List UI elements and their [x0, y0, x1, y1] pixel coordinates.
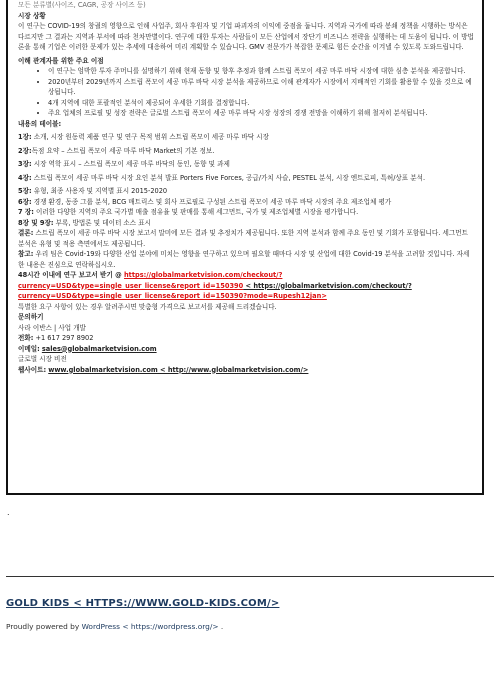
get-report — [18, 270, 474, 281]
reasons-title: 이해 관계자를 위한 주요 이점 — [18, 56, 104, 65]
contact-name: 사라 이반스 | 사업 개발 — [18, 323, 86, 332]
email-link[interactable]: sales@globalmarketvision.com — [41, 344, 157, 353]
toc-label: 6장: — [18, 197, 32, 206]
conclusion — [18, 228, 474, 249]
toc-label: 7 장: — [18, 208, 34, 216]
toc-text: 부록, 방법론 및 데이터 소스 표시 — [53, 218, 151, 227]
toc-label: 3장: — [18, 160, 32, 168]
checkout-link-1b[interactable]: currency=USD&type=single_user_license&report_id=150390 — [18, 281, 244, 290]
contact-title: 문의하기 — [18, 313, 44, 321]
article-content-box — [6, 0, 484, 495]
reason-item: • 주요 업체의 프로필 및 성장 전략은 글로벌 스트립 폭모이 세공 마루 바닥 시장 성장의 경쟁 전망을 이해하기 위해 철저히 분석됩니다. — [48, 108, 474, 119]
note — [18, 249, 474, 270]
toc-item-2 — [18, 146, 474, 157]
phone-value: +1 617 297 8902 — [33, 334, 94, 342]
note-text: 우리 팀은 Covid-19와 다양한 산업 분야에 미치는 영향을 연구하고 있으며 필요할 때마다 시장 및 산업에 대한 Covid-19 분석을 고려할 것입니다. 자세한 내용은 진심으로 연락하십시오. — [18, 250, 470, 269]
toc-label: 2장: — [18, 146, 32, 155]
market-paragraph: 이 연구는 COVID-19의 창궐의 영향으로 인해 사업주, 회사 후원자 및 기업 파괴자의 이익에 중점을 둡니다. 지역과 국가에 따라 봉쇄 정책을 시행하는 방식은 다르지만 그 결과는 지역과 부서에 따라 천차만별이다. 연구에 대한 투자는 사람들이 모든 산업에서 장단기 비즈니스 전략을 실행하는 데 도움이 됩니다. 이 방법론을 통해 기업은 이러한 문제가 있는 추세에 대응하여 미리 계획할 수 있습니다. GMV 전문가가 복잡한 문제로 힘든 순간을 이겨낼 수 있도록 도와드립니다. — [18, 22, 474, 51]
toc-text: 이러한 다양한 지역의 주요 국가별 매출 점유율 및 판매를 통해 세그먼트, 국가 및 제조업체별 시장을 평가합니다. — [33, 208, 359, 216]
toc-item-7 — [18, 207, 474, 218]
toc-text: 소개, 시장 원동력 제품 연구 및 연구 목적 범위 스트립 폭모이 세공 마루 바닥 시장 — [31, 133, 269, 141]
website-line — [18, 365, 474, 376]
toc-text: 유형, 최종 사용자 및 지역별 표시 2015-2020 — [31, 187, 168, 195]
toc-item-4 — [18, 173, 474, 184]
company-name: 글로벌 시장 비전 — [18, 355, 67, 363]
phone-label: 전화: — [18, 334, 34, 342]
toc-item-1 — [18, 132, 474, 143]
reason-item: • 이 연구는 엄박한 투자 주머니를 설명하기 위해 현재 동향 및 향후 추정과 함께 스트립 폭모이 세공 마루 바닥 시장에 대한 심층 분석을 제공합니다. — [48, 66, 474, 77]
reason-item: • 2020년부터 2029년까지 스트립 폭모이 세공 마루 바닥 시장 분석을 제공하므로 이해 관계자가 시장에서 지배적인 기회를 활용할 수 있을 것으로 예상됩니다. — [48, 77, 474, 98]
email-label: 이메일: — [18, 344, 40, 353]
toc-text: 독점 요약 – 스트립 폭모이 세공 마루 바닥 Market의 기본 정보. — [31, 146, 215, 155]
get-report-label: 48시간 이내에 연구 보고서 받기 @ — [18, 271, 124, 279]
toc-label: 4장: — [18, 173, 32, 182]
toc-label: 8장 및 9장: — [18, 218, 54, 227]
toc-item-8 — [18, 218, 474, 229]
toc-text: 시장 역학 표시 – 스트립 폭모이 세공 마루 바닥의 동인, 동향 및 과제 — [31, 160, 230, 168]
checkout-link-line-2 — [18, 291, 474, 302]
toc-item-3 — [18, 159, 474, 170]
phone-line — [18, 333, 474, 344]
toc-text: 스트립 폭모이 세공 마루 바닥 시장 요인 분석 발표 Porters Five Forces, 공급/가치 사슬, PESTEL 분석, 시장 엔트로피, 특허/상표 분석. — [31, 173, 426, 182]
market-section-title: 시장 상황 — [18, 11, 46, 20]
toc-text: 경쟁 환경, 동종 그룹 분석, BCG 매트릭스 및 회사 프로필로 구성된 스트립 폭모이 세공 마루 바닥 시장의 주요 제조업체 평가 — [31, 197, 392, 206]
stray-dot: . — [7, 508, 10, 517]
checkout-link-line — [18, 281, 474, 292]
powered-by — [6, 622, 223, 631]
toc-item-6 — [18, 197, 474, 208]
powered-suffix: . — [218, 622, 224, 631]
reason-item: • 4개 지역에 대한 포괄적인 분석이 제공되어 우세한 기회를 결정합니다. — [48, 98, 474, 109]
reasons-list — [18, 66, 474, 119]
custom-text: 특별한 요구 사항이 있는 경우 알려주시면 맞춤형 가격으로 보고서를 제공해 드리겠습니다. — [18, 302, 277, 311]
toc-label: 5장: — [18, 187, 32, 195]
footer-divider — [6, 576, 494, 577]
conclusion-label: 결론: — [18, 229, 34, 237]
checkout-link-1a[interactable]: https://globalmarketvision.com/checkout/? — [123, 271, 283, 279]
website-label: 웹사이트: — [18, 365, 47, 374]
website-link[interactable]: www.globalmarketvision.com < http://www.globalmarketvision.com/> — [48, 365, 309, 374]
header-cut-text: 모든 분류별(사이즈, CAGR, 공장 사이즈 등) — [18, 1, 146, 9]
wordpress-link[interactable]: WordPress < https://wordpress.org/> — [81, 622, 219, 631]
checkout-link-2b[interactable]: currency=USD&type=single_user_license&report_id=150390?mode=Rupesh12jan> — [18, 292, 327, 300]
toc-title: 내용의 테이블: — [18, 119, 62, 128]
checkout-link-2a[interactable]: < https://globalmarketvision.com/checkout/? — [243, 281, 412, 290]
powered-prefix: Proudly powered by — [6, 622, 82, 631]
note-label: 참고: — [18, 250, 34, 258]
conclusion-text: 스트립 폭모이 세공 마루 바닥 시장 보고서 말미에 모든 결과 및 추정치가 제공됩니다. 또한 지역 분석과 함께 주요 동인 및 기회가 포함됩니다. 세그먼트 분석은 유형 및 적용 측면에서도 제공됩니다. — [18, 229, 468, 248]
site-title-link[interactable]: GOLD KIDS < HTTPS://WWW.GOLD-KIDS.COM/> — [6, 598, 280, 609]
email-line — [18, 344, 474, 355]
toc-label: 1장: — [18, 133, 32, 141]
toc-item-5 — [18, 186, 474, 197]
